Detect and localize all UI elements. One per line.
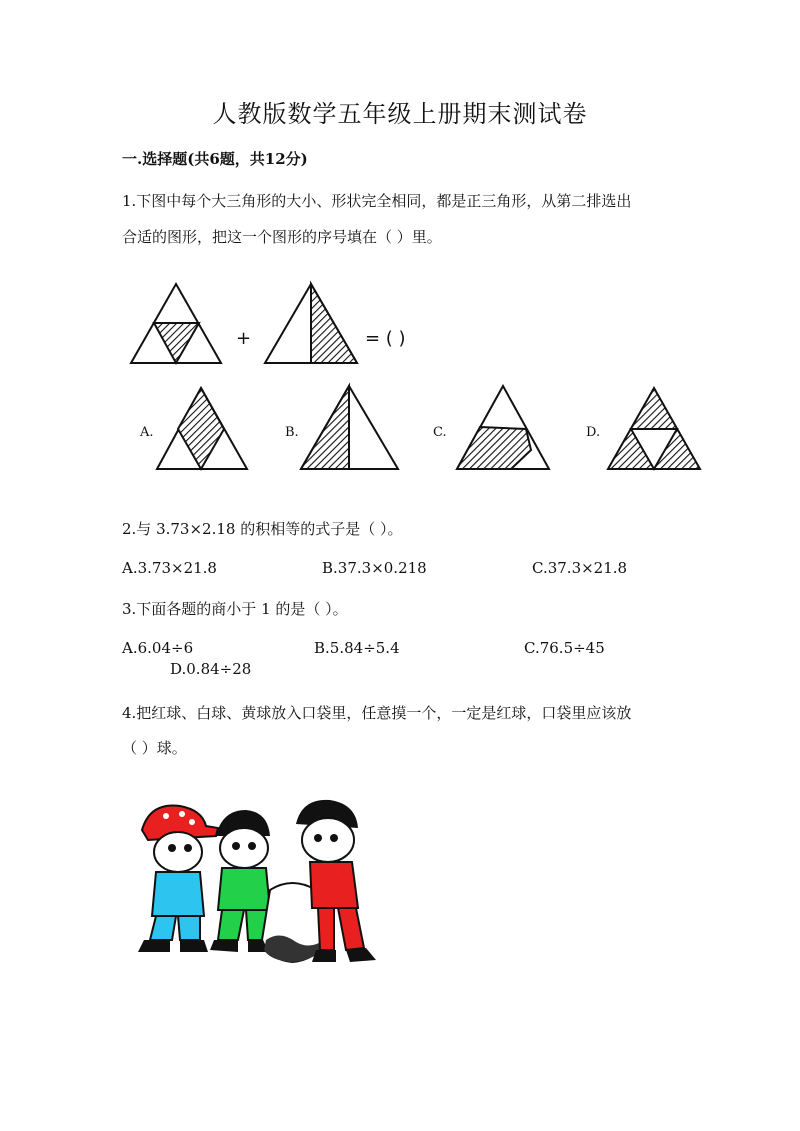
q3-option-c[interactable]: C.76.5÷45 [524, 639, 605, 657]
option-c-label: C. [433, 425, 447, 440]
option-a-label: A. [140, 425, 154, 440]
q4-text-line2: （ ）球。 [122, 739, 187, 757]
section-heading: 一.选择题(共6题，共12分) [122, 150, 308, 168]
figure-triangle-center-shaded [131, 284, 221, 363]
page-title: 人教版数学五年级上册期末测试卷 [212, 100, 588, 128]
q1-text-line2: 合适的图形，把这一个图形的序号填在（ ）里。 [122, 228, 442, 246]
q2-option-a[interactable]: A.3.73×21.8 [122, 559, 217, 577]
option-d-label: D. [586, 425, 601, 440]
q3-option-b[interactable]: B.5.84÷5.4 [314, 639, 400, 657]
q3-text: 3.下面各题的商小于 1 的是（ ）。 [122, 600, 348, 618]
q2-option-b[interactable]: B.37.3×0.218 [322, 559, 427, 577]
q1-figure [0, 280, 800, 480]
q2-text: 2.与 3.73×2.18 的积相等的式子是（ ）。 [122, 520, 403, 538]
child-red-cap [138, 806, 218, 953]
option-b-label: B. [285, 425, 299, 440]
plus-sign: + [236, 328, 252, 349]
q2-option-c[interactable]: C.37.3×21.8 [532, 559, 628, 577]
equals-blank: = ( ) [365, 328, 406, 349]
q3-option-a[interactable]: A.6.04÷6 [122, 639, 194, 657]
q3-option-d[interactable]: D.0.84÷28 [170, 660, 252, 678]
option-d-figure[interactable] [608, 388, 700, 469]
figure-triangle-half-shaded [265, 284, 357, 363]
option-a-figure[interactable] [157, 388, 247, 469]
option-b-figure[interactable] [301, 386, 398, 469]
option-c-figure[interactable] [457, 386, 549, 469]
children-with-bag-illustration [120, 790, 400, 980]
q4-text-line1: 4.把红球、白球、黄球放入口袋里，任意摸一个，一定是红球，口袋里应该放 [122, 704, 632, 722]
q1-text-line1: 1.下图中每个大三角形的大小、形状完全相同，都是正三角形，从第二排选出 [122, 192, 632, 210]
